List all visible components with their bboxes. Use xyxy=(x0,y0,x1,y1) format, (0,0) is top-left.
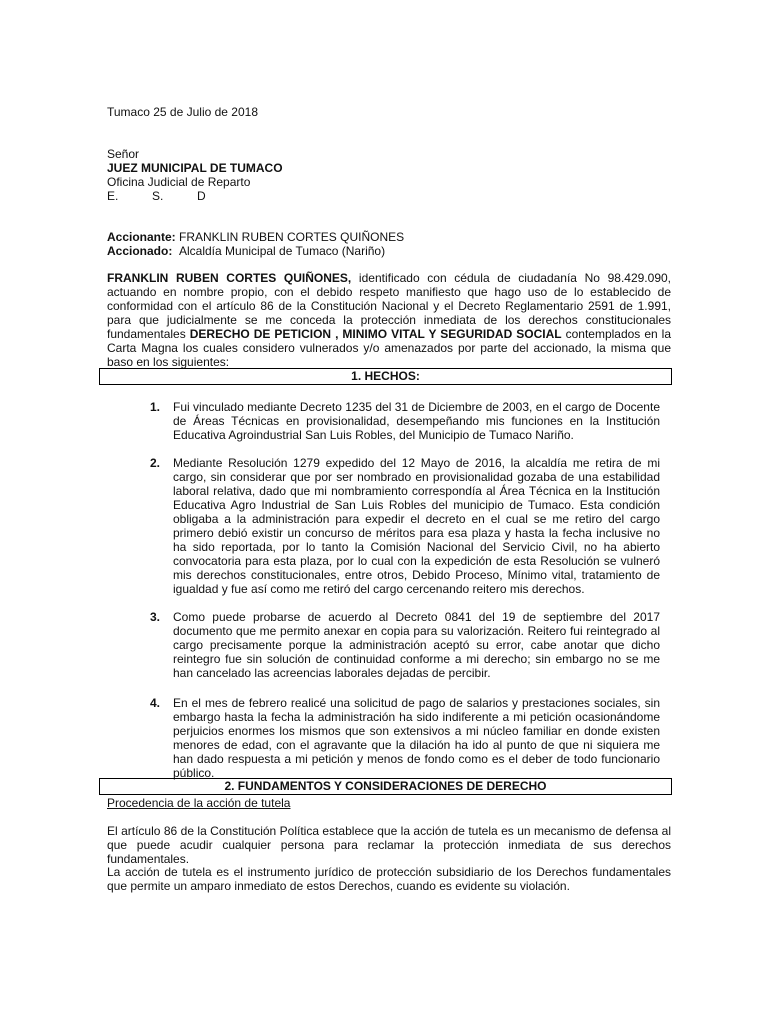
paragraph-accion-tutela: La acción de tutela es el instrumento jurídico de protección subsidiario de los Derechos fundamentales que permite un amparo inmediato de estos Derechos, cuando es evidente su violación. xyxy=(107,865,671,893)
intro-text-2: contemplados en la Carta Magna los cuales considero vulnerados y/o amenazados por parte del accionado, la misma que baso en los siguientes: xyxy=(107,327,672,369)
hecho-number: 4. xyxy=(150,696,161,710)
section-heading-hechos: 1. HECHOS: xyxy=(99,368,672,385)
accionado-line xyxy=(107,244,385,258)
esd-line xyxy=(107,189,206,203)
hecho-number: 1. xyxy=(150,400,161,414)
hecho-text: Mediante Resolución 1279 expedido del 12 Mayo de 2016, la alcaldía me retira de mi cargo, sin considerar que por ser nombrado en provisionalidad gozaba de una estabilidad laboral relativa, dado que mi nombramiento correspondía al Área Técnica en la Institución Educativa Agro Industrial de San Luis Robles del municipio de Tumaco. Esta condición obligaba a la administración para expedir el decreto en el cual se me retiro del cargo primero debió existir un concurso de méritos para esa plaza y hasta la fecha inclusive no ha sido reportada, por lo tanto la Comisión Nacional del Servicio Civil, no ha abierto convocatoria para esta plaza, por lo cual con la expedición de esta Resolución se vulneró mis derechos constitucionales, entre otros, Debido Proceso, Mínimo vital, tratamiento de igualdad y fue así como me retiró del cargo cercenando reitero mis derechos. xyxy=(173,456,660,596)
intro-paragraph xyxy=(107,271,671,369)
date-line: Tumaco 25 de Julio de 2018 xyxy=(107,105,258,119)
subheading-procedencia: Procedencia de la acción de tutela xyxy=(107,796,291,810)
addressee-office: Oficina Judicial de Reparto xyxy=(107,175,251,189)
intro-text-1: identificado con cédula de ciudadanía No 98.429.090, actuando en nombre propio, con el debido respeto manifiesto que hago uso de lo establecido de conformidad con el artículo 86 de la Constitución Nacional y el Decreto Reglamentario 2591 de 1.991, para que judicialmente se me conceda la protección inmediata de los derechos constitucionales fundamentales xyxy=(107,271,671,341)
hecho-text: En el mes de febrero realicé una solicitud de pago de salarios y prestaciones sociales, sin embargo hasta la fecha la administración ha sido indiferente a mi petición ocasionándome perjuicios enormes los mismos que son extensivos a mi núcleo familiar en donde existen menores de edad, con el agravante que la dilación ha ido al punto de que ni siquiera me han dado respuesta a mi petición y menos de fondo como es el deber de todo funcionario público. xyxy=(173,696,660,780)
paragraph-articulo-86: El artículo 86 de la Constitución Política establece que la acción de tutela es un mecanismo de defensa al que puede acudir cualquier persona para reclamar la protección inmediata de sus derechos fundamentales. xyxy=(107,824,671,866)
accionante-line xyxy=(107,230,404,244)
intro-rights: DERECHO DE PETICION , MINIMO VITAL Y SEGURIDAD SOCIAL xyxy=(189,327,562,341)
intro-name: FRANKLIN RUBEN CORTES QUIÑONES, xyxy=(107,271,352,285)
hecho-number: 2. xyxy=(150,456,161,470)
section-heading-fundamentos: 2. FUNDAMENTOS Y CONSIDERACIONES DE DERECHO xyxy=(99,778,672,795)
esd-e: E. xyxy=(107,189,119,203)
accionante-value: FRANKLIN RUBEN CORTES QUIÑONES xyxy=(179,230,405,244)
accionante-label: Accionante: xyxy=(107,230,176,244)
hecho-text: Como puede probarse de acuerdo al Decreto 0841 del 19 de septiembre del 2017 documento que me permito anexar en copia para su valorización. Reitero fui reintegrado al cargo precisamente porque la administración aceptó su error, cabe anotar que dicho reintegro fue sin solución de continuidad conforme a mi derecho; sin embargo no se me han cancelado las acreencias laborales dejadas de percibir. xyxy=(173,610,660,680)
salutation: Señor xyxy=(107,147,140,161)
hecho-number: 3. xyxy=(150,610,161,624)
accionado-label: Accionado: xyxy=(107,244,173,258)
accionado-value: Alcaldía Municipal de Tumaco (Nariño) xyxy=(179,244,386,258)
hecho-text: Fui vinculado mediante Decreto 1235 del 31 de Diciembre de 2003, en el cargo de Docente de Áreas Técnicas en provisionalidad, desempeñando mis funciones en la Institución Educativa Agroindustrial San Luis Robles, del Municipio de Tumaco Nariño. xyxy=(173,400,660,442)
esd-d: D xyxy=(197,189,206,203)
addressee-name: JUEZ MUNICIPAL DE TUMACO xyxy=(107,161,283,175)
esd-s: S. xyxy=(152,189,164,203)
